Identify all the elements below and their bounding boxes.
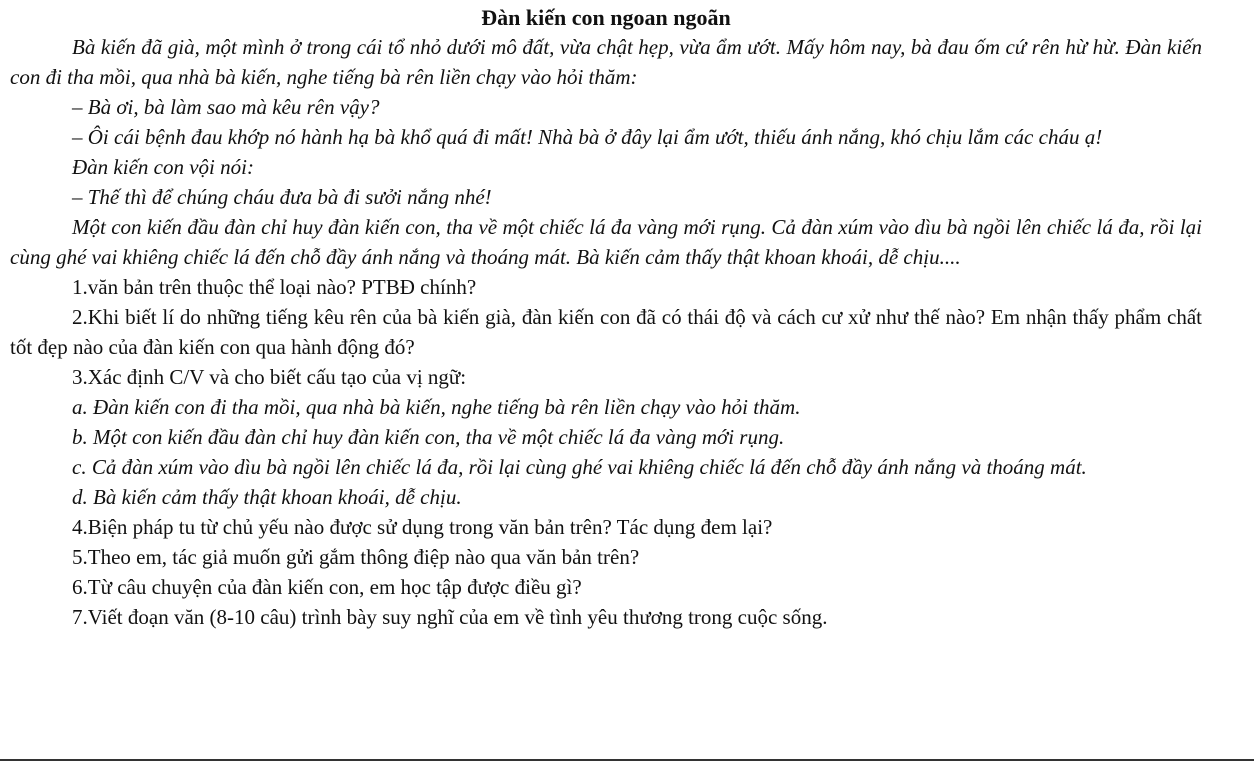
question-3a: a. Đàn kiến con đi tha mồi, qua nhà bà kiến, nghe tiếng bà rên liền chạy vào hỏi thăm. — [72, 395, 801, 419]
question-1: 1.văn bản trên thuộc thể loại nào? PTBĐ chính? — [72, 275, 477, 299]
question-5: 5.Theo em, tác giả muốn gửi gắm thông điệp nào qua văn bản trên? — [72, 545, 640, 569]
story-dialogue-3: – Thế thì để chúng cháu đưa bà đi sưởi nắng nhé! — [72, 185, 492, 209]
story-dialogue-2: – Ôi cái bệnh đau khớp nó hành hạ bà khổ quá đi mất! Nhà bà ở đây lại ẩm ướt, thiếu ánh nắng, khó chịu lắm các cháu ạ! — [72, 125, 1103, 149]
story-dialogue-1: – Bà ơi, bà làm sao mà kêu rên vậy? — [72, 95, 380, 119]
question-3c: c. Cả đàn xúm vào dìu bà ngồi lên chiếc lá đa, rồi lại cùng ghé vai khiêng chiếc lá đến chỗ đầy ánh nắng và thoáng mát. — [72, 455, 1087, 479]
story-paragraph-1: Bà kiến đã già, một mình ở trong cái tổ nhỏ dưới mô đất, vừa chật hẹp, vừa ẩm ướt. Mấy hôm nay, bà đau ốm cứ rên hừ hừ. Đàn kiến con đi tha mồi, qua nhà bà kiến, nghe tiếng bà rên liền chạy vào hỏi thăm: — [10, 35, 1202, 89]
page-bottom-rule — [0, 759, 1254, 761]
question-3d: d. Bà kiến cảm thấy thật khoan khoái, dễ chịu. — [72, 485, 462, 509]
question-6: 6.Từ câu chuyện của đàn kiến con, em học tập được điều gì? — [72, 575, 582, 599]
story-paragraph-3: Một con kiến đầu đàn chỉ huy đàn kiến con, tha về một chiếc lá đa vàng mới rụng. Cả đàn xúm vào dìu bà ngồi lên chiếc lá đa, rồi lại cùng ghé vai khiêng chiếc lá đến chỗ đầy ánh nắng và thoáng mát. Bà kiến cảm thấy thật khoan khoái, dễ chịu.... — [10, 215, 1202, 269]
question-3: 3.Xác định C/V và cho biết cấu tạo của vị ngữ: — [72, 365, 467, 389]
question-2: 2.Khi biết lí do những tiếng kêu rên của bà kiến già, đàn kiến con đã có thái độ và cách cư xử như thế nào? Em nhận thấy phẩm chất tốt đẹp nào của đàn kiến con qua hành động đó? — [10, 305, 1202, 359]
story-paragraph-2: Đàn kiến con vội nói: — [72, 155, 254, 179]
question-4: 4.Biện pháp tu từ chủ yếu nào được sử dụng trong văn bản trên? Tác dụng đem lại? — [72, 515, 773, 539]
question-7: 7.Viết đoạn văn (8-10 câu) trình bày suy nghĩ của em về tình yêu thương trong cuộc sống. — [72, 605, 828, 629]
document-title: Đàn kiến con ngoan ngoãn — [481, 5, 731, 30]
question-3b: b. Một con kiến đầu đàn chỉ huy đàn kiến con, tha về một chiếc lá đa vàng mới rụng. — [72, 425, 785, 449]
